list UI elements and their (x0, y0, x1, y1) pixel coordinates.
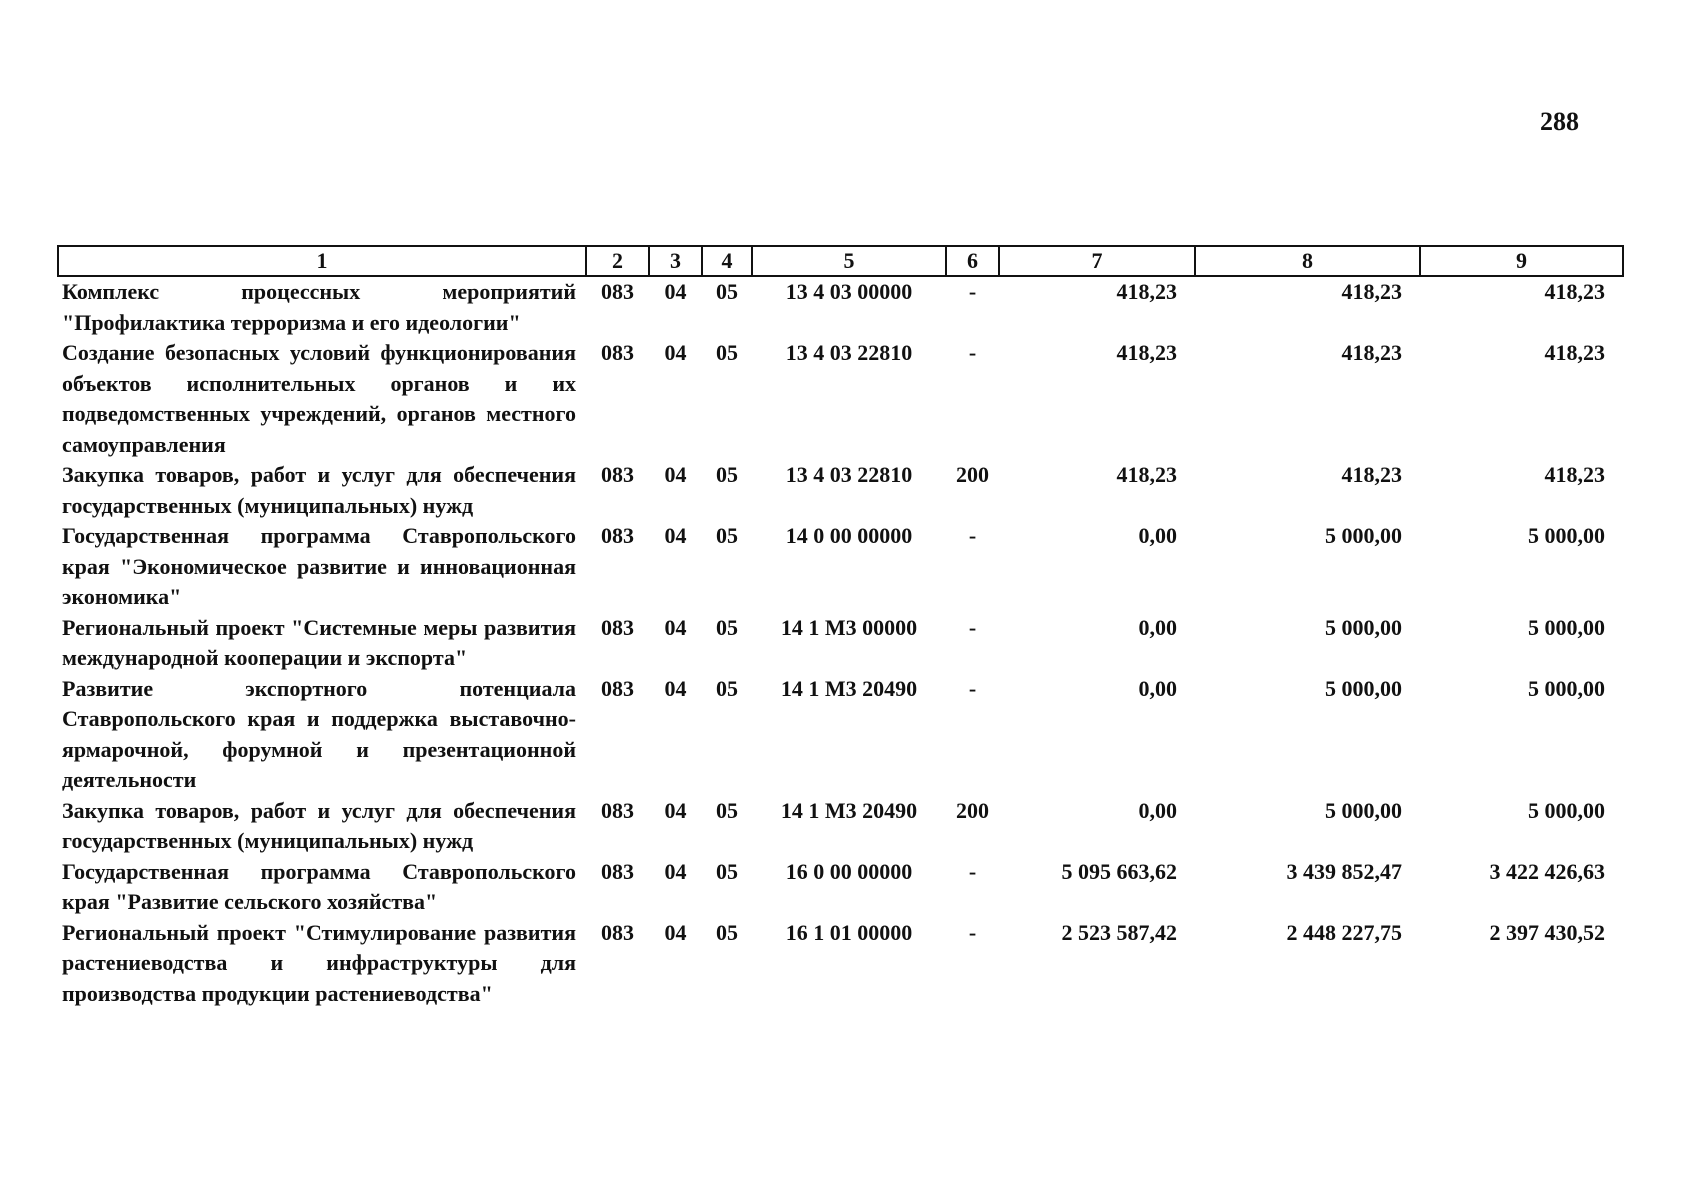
header-col-2: 2 (586, 246, 649, 276)
row-name: Закупка товаров, работ и услуг для обеспечения государственных (муниципальных) нужд (62, 462, 576, 518)
row-subsection: 05 (716, 797, 738, 823)
row-sum-col8: 5 000,00 (1325, 614, 1402, 640)
header-col-3: 3 (649, 246, 702, 276)
row-section: 04 (664, 279, 687, 304)
row-sum-col9: 3 422 426,63 (1489, 858, 1605, 884)
row-sum-col8: 418,23 (1341, 279, 1402, 304)
row-sum-col9: 418,23 (1544, 340, 1605, 365)
row-expense-type: - (968, 614, 977, 640)
row-subsection: 05 (716, 858, 738, 884)
row-sum-col8: 5 000,00 (1325, 675, 1402, 701)
table-row (58, 918, 1623, 1010)
row-sum-col9: 2 397 430,52 (1489, 919, 1605, 945)
row-sum-col9: 418,23 (1544, 279, 1605, 304)
row-name: Комплекс процессных мероприятий "Профилактика терроризма и его идеологии" (62, 279, 576, 335)
row-sum-col9: 5 000,00 (1528, 523, 1605, 548)
row-name: Государственная программа Ставропольского края "Экономическое развитие и инновационная экономика" (62, 523, 576, 609)
header-col-5: 5 (752, 246, 946, 276)
row-name: Закупка товаров, работ и услуг для обеспечения государственных (муниципальных) нужд (62, 797, 576, 853)
row-sum-col8: 418,23 (1341, 340, 1402, 365)
header-col-6: 6 (946, 246, 999, 276)
row-section: 04 (664, 797, 687, 823)
budget-table (57, 245, 1624, 1009)
row-sum-col8: 5 000,00 (1325, 523, 1402, 548)
row-section: 04 (664, 462, 687, 487)
row-expense-type: 200 (956, 462, 989, 487)
header-col-4: 4 (702, 246, 752, 276)
table-row (58, 857, 1623, 918)
table-header (58, 246, 1623, 276)
row-sum-col7: 0,00 (1138, 797, 1177, 823)
row-sum-col9: 418,23 (1544, 462, 1605, 487)
row-grbs: 083 (601, 919, 634, 945)
row-target-article: 14 0 00 00000 (785, 523, 913, 548)
row-sum-col7: 0,00 (1138, 614, 1177, 640)
row-subsection: 05 (716, 462, 738, 487)
row-sum-col8: 5 000,00 (1325, 797, 1402, 823)
page-number: 288 (1540, 107, 1579, 136)
header-col-8: 8 (1195, 246, 1420, 276)
row-subsection: 05 (716, 279, 738, 304)
row-sum-col7: 0,00 (1138, 675, 1177, 701)
row-sum-col7: 418,23 (1116, 279, 1177, 304)
row-expense-type: - (968, 279, 977, 304)
row-section: 04 (664, 614, 687, 640)
row-expense-type: - (968, 858, 977, 884)
header-row (58, 246, 1623, 276)
table-row (58, 613, 1623, 674)
row-sum-col9: 5 000,00 (1528, 797, 1605, 823)
row-section: 04 (664, 675, 687, 701)
row-expense-type: - (968, 675, 977, 701)
row-grbs: 083 (601, 614, 634, 640)
row-section: 04 (664, 858, 687, 884)
table-row (58, 276, 1623, 338)
row-sum-col8: 2 448 227,75 (1286, 919, 1402, 945)
row-target-article: 13 4 03 00000 (785, 279, 913, 304)
header-col-1: 1 (58, 246, 586, 276)
row-target-article: 16 1 01 00000 (785, 919, 913, 945)
row-grbs: 083 (601, 797, 634, 823)
table-row (58, 460, 1623, 521)
row-sum-col7: 0,00 (1138, 523, 1177, 548)
row-name: Создание безопасных условий функционирования объектов исполнительных органов и их подведомственных учреждений, органов местного самоуправления (62, 340, 576, 457)
header-col-7: 7 (999, 246, 1195, 276)
row-expense-type: - (968, 340, 977, 365)
table-row (58, 521, 1623, 613)
row-target-article: 16 0 00 00000 (785, 858, 913, 884)
row-sum-col8: 3 439 852,47 (1286, 858, 1402, 884)
row-sum-col8: 418,23 (1341, 462, 1402, 487)
row-sum-col7: 418,23 (1116, 462, 1177, 487)
row-grbs: 083 (601, 675, 634, 701)
table-row (58, 674, 1623, 796)
table-row (58, 796, 1623, 857)
row-section: 04 (664, 919, 687, 945)
row-expense-type: - (968, 919, 977, 945)
row-sum-col9: 5 000,00 (1528, 614, 1605, 640)
row-expense-type: - (968, 523, 977, 548)
row-target-article: 14 1 М3 20490 (780, 797, 918, 823)
row-target-article: 13 4 03 22810 (785, 340, 913, 365)
table-body (58, 276, 1623, 1009)
row-grbs: 083 (601, 523, 634, 548)
row-subsection: 05 (716, 675, 738, 701)
row-subsection: 05 (716, 919, 738, 945)
row-section: 04 (664, 523, 687, 548)
row-name: Государственная программа Ставропольского края "Развитие сельского хозяйства" (62, 858, 576, 914)
header-col-9: 9 (1420, 246, 1623, 276)
row-grbs: 083 (601, 279, 634, 304)
row-section: 04 (664, 340, 687, 365)
row-sum-col7: 418,23 (1116, 340, 1177, 365)
row-grbs: 083 (601, 462, 634, 487)
table-row (58, 338, 1623, 460)
row-subsection: 05 (716, 523, 738, 548)
row-grbs: 083 (601, 340, 634, 365)
row-name: Региональный проект "Стимулирование развития растениеводства и инфраструктуры для производства продукции растениеводства" (62, 919, 576, 1006)
row-target-article: 14 1 М3 00000 (780, 614, 918, 640)
row-sum-col9: 5 000,00 (1528, 675, 1605, 701)
row-expense-type: 200 (956, 797, 989, 823)
row-subsection: 05 (716, 340, 738, 365)
row-grbs: 083 (601, 858, 634, 884)
row-target-article: 13 4 03 22810 (785, 462, 913, 487)
row-name: Развитие экспортного потенциала Ставропольского края и поддержка выставочно-ярмарочной, форумной и презентационной деятельности (62, 675, 576, 792)
row-sum-col7: 5 095 663,62 (1061, 858, 1177, 884)
row-name: Региональный проект "Системные меры развития международной кооперации и экспорта" (62, 614, 576, 670)
row-target-article: 14 1 М3 20490 (780, 675, 918, 701)
row-sum-col7: 2 523 587,42 (1061, 919, 1177, 945)
row-subsection: 05 (716, 614, 738, 640)
